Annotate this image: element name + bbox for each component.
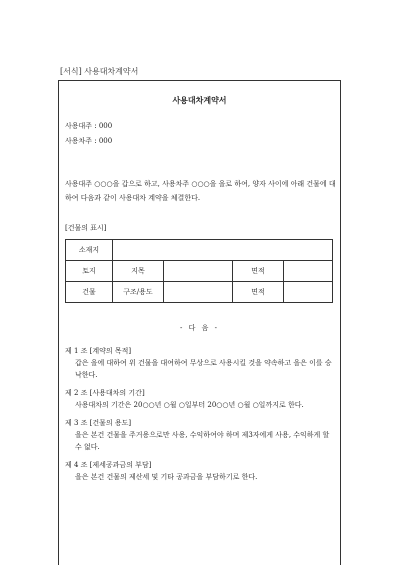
land-label: 토지 — [66, 261, 113, 282]
article-body: 을은 본건 건물의 제산세 및 기타 공과금을 부담하기로 한다. — [75, 473, 258, 481]
intro-paragraph: 사용대주 ○○○을 갑으로 하고, 사용차주 ○○○을 을로 하여, 양자 사이에 아래 건물에 대하여 다음과 같이 사용대차 계약을 체결한다. — [65, 180, 336, 202]
document-title: 사용대차계약서 — [172, 95, 227, 105]
article — [65, 417, 337, 453]
borrower-line: 사용차주 : 000 — [65, 137, 113, 145]
article-body: 사용대차의 기간은 20○○년 ○월 ○일부터 20○○년 ○월 ○일까지로 한다. — [75, 401, 304, 409]
table-row — [66, 240, 333, 261]
table-row — [66, 261, 333, 282]
building-area-label: 면적 — [233, 282, 284, 303]
land-category-value — [164, 261, 233, 282]
article — [65, 387, 337, 411]
land-category-label: 지목 — [113, 261, 164, 282]
land-area-label: 면적 — [233, 261, 284, 282]
building-label: 건물 — [66, 282, 113, 303]
building-area-value — [284, 282, 333, 303]
form-label: [서식] 사용대차계약서 — [60, 67, 139, 76]
article-body: 갑은 을에 대하여 위 건물을 대여하여 무상으로 사용시킬 것을 약속하고 을은 이를 승낙한다. — [75, 359, 332, 379]
article-heading: 제 4 조 [제세공과금의 부담] — [65, 461, 152, 469]
structure-value — [164, 282, 233, 303]
da-eum-heading: - 다 음 - — [180, 324, 219, 332]
contract-document — [58, 80, 341, 565]
location-value — [113, 240, 333, 261]
structure-label: 구조/용도 — [113, 282, 164, 303]
article — [65, 459, 337, 483]
articles-list — [65, 345, 337, 489]
building-section-heading: [건물의 표시] — [65, 224, 107, 232]
land-area-value — [284, 261, 333, 282]
article-body: 을은 본건 건물을 주거용으로만 사용, 수익하여야 하며 제3자에게 사용, 수익하게 할 수 없다. — [75, 431, 330, 451]
article-heading: 제 2 조 [사용대차의 기간] — [65, 389, 145, 397]
article-heading: 제 1 조 [계약의 목적] — [65, 347, 132, 355]
article-heading: 제 3 조 [건물의 용도] — [65, 419, 132, 427]
location-label: 소재지 — [66, 240, 113, 261]
building-table — [65, 239, 333, 303]
table-row — [66, 282, 333, 303]
article — [65, 345, 337, 381]
lender-line: 사용대주 : 000 — [65, 122, 113, 130]
